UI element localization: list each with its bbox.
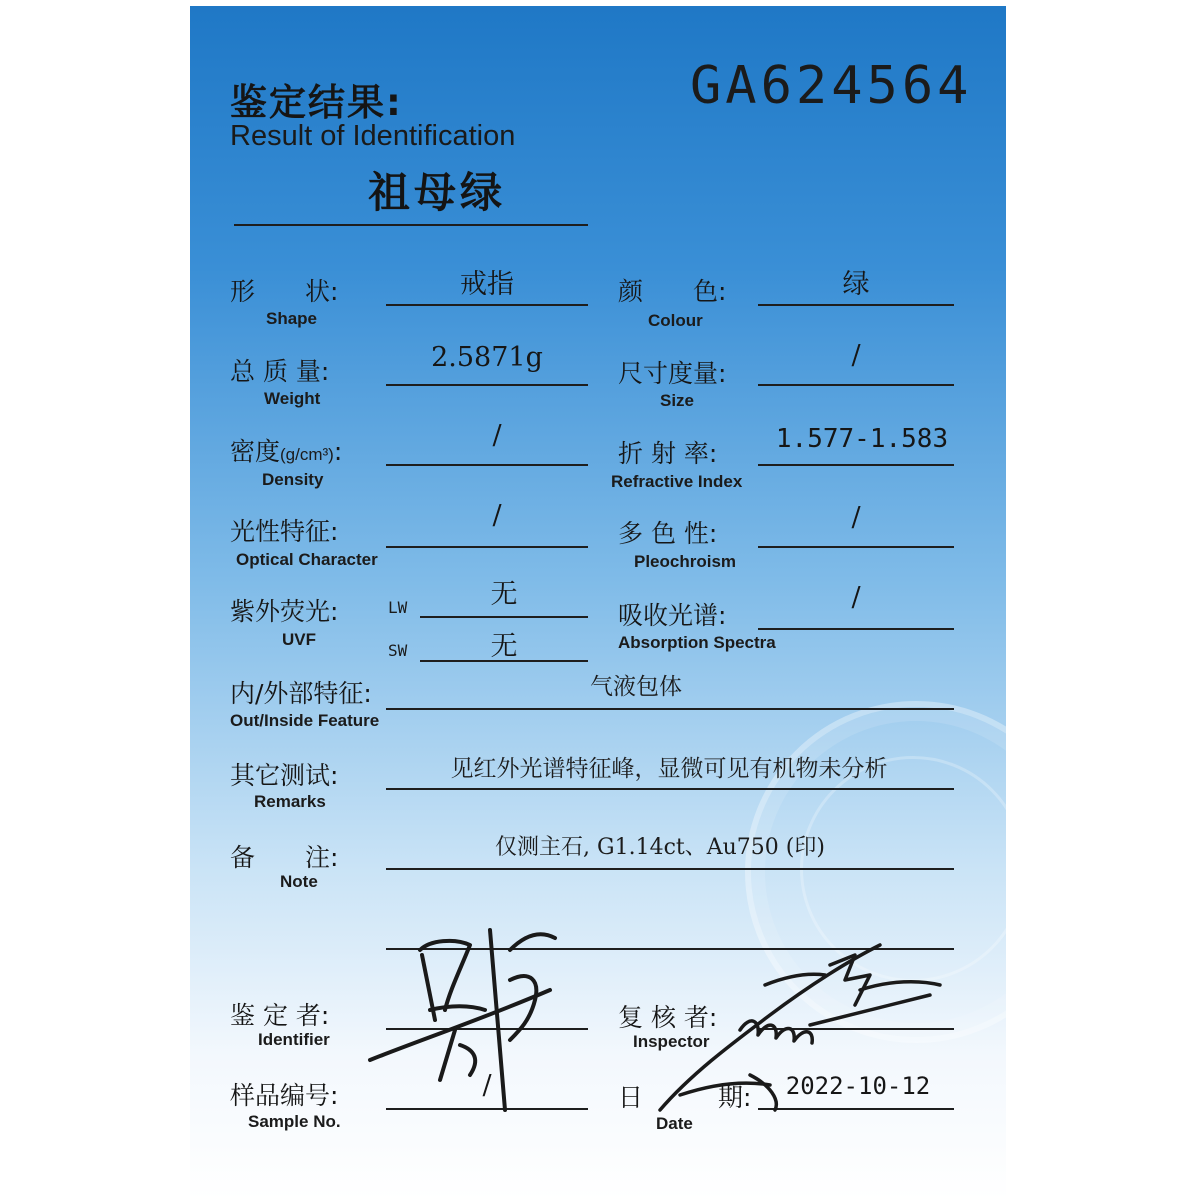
label-uvf-cn: 紫外荧光: xyxy=(230,597,339,626)
underline-pleochroism xyxy=(758,546,954,548)
label-date-cn: 日 期: xyxy=(618,1083,752,1112)
value-sample: / xyxy=(482,1070,492,1101)
label-refractive-cn: 折 射 率: xyxy=(618,439,718,468)
label-inspector-cn: 复 核 者: xyxy=(618,1003,718,1032)
title-cn: 鉴定结果: xyxy=(230,81,403,124)
label-density-colon: : xyxy=(333,437,343,466)
label-pleochroism-cn: 多 色 性: xyxy=(618,519,718,548)
label-absorption-cn: 吸收光谱: xyxy=(618,601,727,630)
label-weight-cn: 总 质 量: xyxy=(230,357,330,386)
underline-note xyxy=(386,868,954,870)
label-density-cn-group xyxy=(230,432,342,468)
value-size: / xyxy=(851,340,861,371)
underline-refractive xyxy=(758,464,954,466)
label-note-cn: 备 注: xyxy=(230,843,339,872)
underline-shape xyxy=(386,304,588,306)
label-absorption-en: Absorption Spectra xyxy=(618,633,776,652)
label-refractive-en: Refractive Index xyxy=(611,472,743,491)
label-pleochroism-en: Pleochroism xyxy=(634,552,737,571)
inspector-signature xyxy=(650,935,950,1115)
label-shape-cn: 形 状: xyxy=(230,277,339,306)
label-shape-en: Shape xyxy=(266,309,318,328)
label-inspector-en: Inspector xyxy=(633,1032,710,1051)
value-remarks: 见红外光谱特征峰，显微可见有机物未分析 xyxy=(450,756,888,782)
value-pleochroism: / xyxy=(851,502,861,533)
identification-result: 祖母绿 xyxy=(368,168,507,217)
label-identifier-en: Identifier xyxy=(258,1030,330,1049)
label-uvf-sw: SW xyxy=(388,641,408,660)
value-optical: / xyxy=(492,500,502,531)
label-note-en: Note xyxy=(280,872,318,891)
underline-uvf-lw xyxy=(420,616,588,618)
value-weight: 2.5871g xyxy=(431,342,543,373)
label-sample-cn: 样品编号: xyxy=(230,1081,339,1110)
label-size-en: Size xyxy=(660,391,695,410)
label-density-unit: (g/cm³) xyxy=(280,445,334,464)
label-weight-en: Weight xyxy=(264,389,321,408)
label-optical-en: Optical Character xyxy=(236,550,378,569)
label-uvf-lw: LW xyxy=(388,598,408,617)
identifier-signature xyxy=(360,910,580,1110)
label-sample-en: Sample No. xyxy=(248,1112,341,1131)
label-optical-cn: 光性特征: xyxy=(230,517,339,546)
label-size-cn: 尺寸度量: xyxy=(618,359,727,388)
value-colour: 绿 xyxy=(842,269,870,300)
value-feature: 气液包体 xyxy=(590,674,682,700)
label-identifier-cn: 鉴 定 者: xyxy=(230,1001,330,1030)
label-feature-cn: 内/外部特征: xyxy=(230,679,372,708)
label-density-cn: 密度 xyxy=(230,437,281,466)
label-feature-en: Out/Inside Feature xyxy=(230,711,380,730)
underline-feature xyxy=(386,708,954,710)
underline-size xyxy=(758,384,954,386)
underline-uvf-sw xyxy=(420,660,588,662)
value-note: 仅测主石, G1.14ct、Au750 (印) xyxy=(495,835,825,860)
result-underline xyxy=(234,224,588,226)
value-density: / xyxy=(492,420,502,451)
label-remarks-cn: 其它测试: xyxy=(230,761,339,790)
label-date-en: Date xyxy=(656,1114,693,1133)
underline-weight xyxy=(386,384,588,386)
value-shape: 戒指 xyxy=(460,269,514,300)
value-date: 2022-10-12 xyxy=(785,1072,931,1100)
label-density-en: Density xyxy=(262,470,324,489)
label-colour-cn: 颜 色: xyxy=(618,277,727,306)
title-en: Result of Identification xyxy=(230,120,516,152)
value-refractive: 1.577-1.583 xyxy=(775,424,949,454)
certificate-number: GA624564 xyxy=(690,56,973,116)
underline-absorption xyxy=(758,628,954,630)
underline-colour xyxy=(758,304,954,306)
label-uvf-en: UVF xyxy=(282,630,316,649)
label-colour-en: Colour xyxy=(648,311,703,330)
value-uvf-sw: 无 xyxy=(490,631,518,662)
underline-optical xyxy=(386,546,588,548)
underline-remarks xyxy=(386,788,954,790)
value-absorption: / xyxy=(851,582,861,613)
underline-density xyxy=(386,464,588,466)
value-uvf-lw: 无 xyxy=(490,579,518,610)
label-remarks-en: Remarks xyxy=(254,792,326,811)
